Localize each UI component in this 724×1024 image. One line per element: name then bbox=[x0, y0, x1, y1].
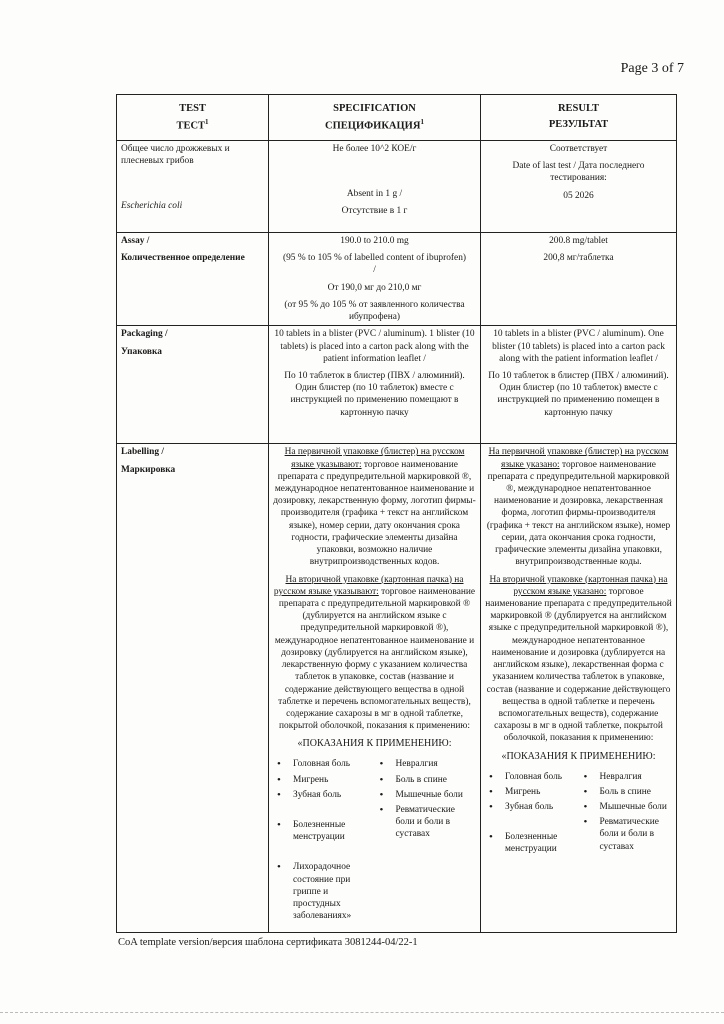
header-specification bbox=[269, 95, 481, 141]
assay-test-ru: Количественное определение bbox=[121, 253, 245, 264]
list-item: • Мигрень bbox=[273, 774, 374, 786]
list-item: • Невралгия bbox=[376, 758, 477, 770]
micro-test-cell bbox=[117, 141, 269, 233]
labelling-result-primary-text: торговое наименование препарата с предупредительной маркировкой ®, международное непатентованное наименование и дозировка, лекарственная форма, логотип фирмы-производителя (графика + текст на английском языке), номер серии, дата окончания срока годности, графические элементы дизайна упаковки, внутрипроизводственные коды. bbox=[486, 459, 671, 568]
packaging-result-ru: По 10 таблеток в блистер (ПВХ / алюминий). Один блистер (по 10 таблеток) вместе с инструкцией по применению помещен в картонную пачку bbox=[488, 371, 669, 418]
packaging-result-cell bbox=[481, 326, 677, 444]
assay-result-en: 200.8 mg/tablet bbox=[549, 236, 608, 247]
packaging-spec-cell bbox=[269, 326, 481, 444]
packaging-result-en: 10 tablets in a blister (PVC / aluminum). One blister (10 tablets) is placed into a carton pack along with the patient information leaflet / bbox=[492, 329, 665, 364]
list-item: • Мышечные боли bbox=[580, 801, 673, 813]
labelling-result-secondary-heading: На вторичной упаковке (картонная пачка) на русском языке указано: bbox=[489, 574, 668, 597]
micro-test-ecoli: Escherichia coli bbox=[121, 201, 183, 212]
labelling-test-en: Labelling / bbox=[121, 447, 164, 458]
assay-result-cell bbox=[481, 233, 677, 326]
list-item: • Головная боль bbox=[485, 771, 578, 783]
assay-spec-separator: / bbox=[373, 265, 376, 276]
labelling-spec-indications-title: «ПОКАЗАНИЯ К ПРИМЕНЕНИЮ: bbox=[297, 738, 452, 750]
labelling-result-indications-list bbox=[485, 771, 672, 859]
table-row-microbiology bbox=[117, 141, 677, 233]
micro-result-date-label: Date of last test / Дата последнего тестирования: bbox=[512, 161, 645, 184]
labelling-spec-cell bbox=[269, 444, 481, 933]
micro-result-cell bbox=[481, 141, 677, 233]
table-row-labelling bbox=[117, 444, 677, 933]
labelling-result-indications-title: «ПОКАЗАНИЯ К ПРИМЕНЕНИЮ: bbox=[501, 750, 656, 762]
header-test bbox=[117, 95, 269, 141]
labelling-spec-primary-text: торговое наименование препарата с предупредительной маркировкой ®, международное непатентованное наименование и дозировку, лекарственную форму, логотип фирмы-производителя (графика + текст на английском языке), номер серии, дату окончания срока годности, графические элементы дизайна упаковки, возможно наличие внутрипроизводственных кодов. bbox=[273, 459, 476, 568]
micro-spec-ecoli-en: Absent in 1 g / bbox=[346, 189, 403, 200]
micro-result-date: 05 2026 bbox=[563, 190, 594, 201]
micro-spec-cell bbox=[269, 141, 481, 233]
assay-spec-percent-en: (95 % to 105 % of labelled content of ibuprofen) bbox=[282, 253, 467, 264]
list-item: • Боль в спине bbox=[376, 774, 477, 786]
header-spec-en: SPECIFICATION bbox=[333, 103, 416, 114]
certificate-table bbox=[116, 94, 677, 933]
packaging-spec-ru: По 10 таблеток в блистер (ПВХ / алюминий). Один блистер (по 10 таблеток) вместе с инструкцией по применению помещают в картонную пачку bbox=[284, 371, 465, 418]
packaging-test-cell bbox=[117, 326, 269, 444]
assay-spec-range-ru: От 190,0 мг до 210,0 мг bbox=[327, 282, 422, 293]
list-item: • Лихорадочное состояние при гриппе и простудных заболеваниях» bbox=[273, 861, 374, 922]
labelling-test-ru: Маркировка bbox=[121, 464, 176, 475]
assay-spec-cell bbox=[269, 233, 481, 326]
table-header-row bbox=[117, 95, 677, 141]
list-item: • Головная боль bbox=[273, 758, 374, 770]
packaging-spec-en: 10 tablets in a blister (PVC / aluminum). 1 blister (10 tablets) is placed into a carton pack along with the patient information leaflet / bbox=[274, 329, 475, 364]
header-test-en: TEST bbox=[179, 103, 206, 114]
labelling-spec-indications-list bbox=[273, 758, 476, 925]
list-item: • Болезненные менструации bbox=[273, 819, 374, 843]
list-item: • Зубная боль bbox=[485, 801, 578, 813]
list-item: • Мигрень bbox=[485, 786, 578, 798]
labelling-spec-primary-heading: На первичной упаковке (блистер) на русском языке указывают: bbox=[284, 447, 465, 470]
labelling-result-list-left bbox=[485, 771, 578, 859]
labelling-spec-list-right bbox=[376, 758, 477, 925]
assay-spec-range-en: 190.0 to 210.0 mg bbox=[340, 236, 409, 247]
header-result bbox=[481, 95, 677, 141]
assay-test-en: Assay / bbox=[121, 236, 150, 247]
micro-spec-yeast: Не более 10^2 КОЕ/г bbox=[332, 144, 417, 155]
list-item: • Ревматические боли и боли в суставах bbox=[580, 816, 673, 853]
micro-spec-ecoli-ru: Отсутствие в 1 г bbox=[341, 206, 408, 217]
micro-test-yeast: Общее число дрожжевых и плесневых грибов bbox=[121, 144, 230, 167]
labelling-result-list-right bbox=[580, 771, 673, 859]
list-item: • Мышечные боли bbox=[376, 789, 477, 801]
labelling-spec-secondary-text: торговое наименование препарата с предупредительной маркировкой ® (дублируется на английском языке с предупредительной маркировкой ®), международное непатентованное наименование и дозировку (дублируется на английском языке), лекарственную форму с указанием количества таблеток в упаковке, состав (название и содержание действующего вещества в одной таблетке и перечень вспомогательных веществ), содержание сахарозы в мг в одной таблетке, покрытой оболочкой, показания к применению: bbox=[274, 586, 476, 732]
page-number: Page 3 of 7 bbox=[620, 61, 684, 76]
header-spec-ru: СПЕЦИФИКАЦИЯ bbox=[325, 120, 421, 132]
header-result-en: RESULT bbox=[557, 103, 600, 114]
header-spec-footnote: 1 bbox=[420, 118, 424, 127]
packaging-test-ru: Упаковка bbox=[121, 346, 162, 357]
header-result-ru: РЕЗУЛЬТАТ bbox=[548, 119, 609, 131]
list-item: • Боль в спине bbox=[580, 786, 673, 798]
labelling-result-cell bbox=[481, 444, 677, 933]
page-bottom-edge bbox=[0, 1012, 724, 1013]
packaging-test-en: Packaging / bbox=[121, 329, 168, 340]
micro-result-status: Соответствует bbox=[549, 144, 608, 155]
list-item: • Болезненные менструации bbox=[485, 831, 578, 855]
table-row-assay bbox=[117, 233, 677, 326]
list-item: • Ревматические боли и боли в суставах bbox=[376, 804, 477, 841]
header-test-ru: ТЕСТ bbox=[176, 120, 206, 132]
labelling-result-primary-heading: На первичной упаковке (блистер) на русском языке указано: bbox=[488, 447, 669, 470]
assay-test-cell bbox=[117, 233, 269, 326]
assay-result-ru: 200,8 мг/таблетка bbox=[543, 253, 614, 264]
labelling-test-cell bbox=[117, 444, 269, 933]
template-version-footer: CoA template version/версия шаблона сертификата 3081244-04/22-1 bbox=[118, 937, 418, 948]
labelling-spec-list-left bbox=[273, 758, 374, 925]
list-item: • Невралгия bbox=[580, 771, 673, 783]
list-item: • Зубная боль bbox=[273, 789, 374, 801]
assay-spec-percent-ru: (от 95 % до 105 % от заявленного количества ибупрофена) bbox=[284, 299, 465, 323]
table-row-packaging bbox=[117, 326, 677, 444]
header-test-footnote: 1 bbox=[205, 118, 209, 127]
labelling-spec-secondary-heading: На вторичной упаковке (картонная пачка) на русском языке указывают: bbox=[273, 574, 464, 597]
labelling-result-secondary-text: торговое наименование препарата с предупредительной маркировкой ® (дублируется на английском языке с предупредительной маркировкой ®), международное непатентованное наименование и дозировка (дублируется на английском языке), лекарственная форма с указанием количества таблеток в упаковке, состав (название и содержание действующего вещества в одной таблетке и перечень вспомогательных веществ), содержание сахарозы в мг в одной таблетке, покрытой оболочкой, показания к применению: bbox=[485, 586, 672, 744]
